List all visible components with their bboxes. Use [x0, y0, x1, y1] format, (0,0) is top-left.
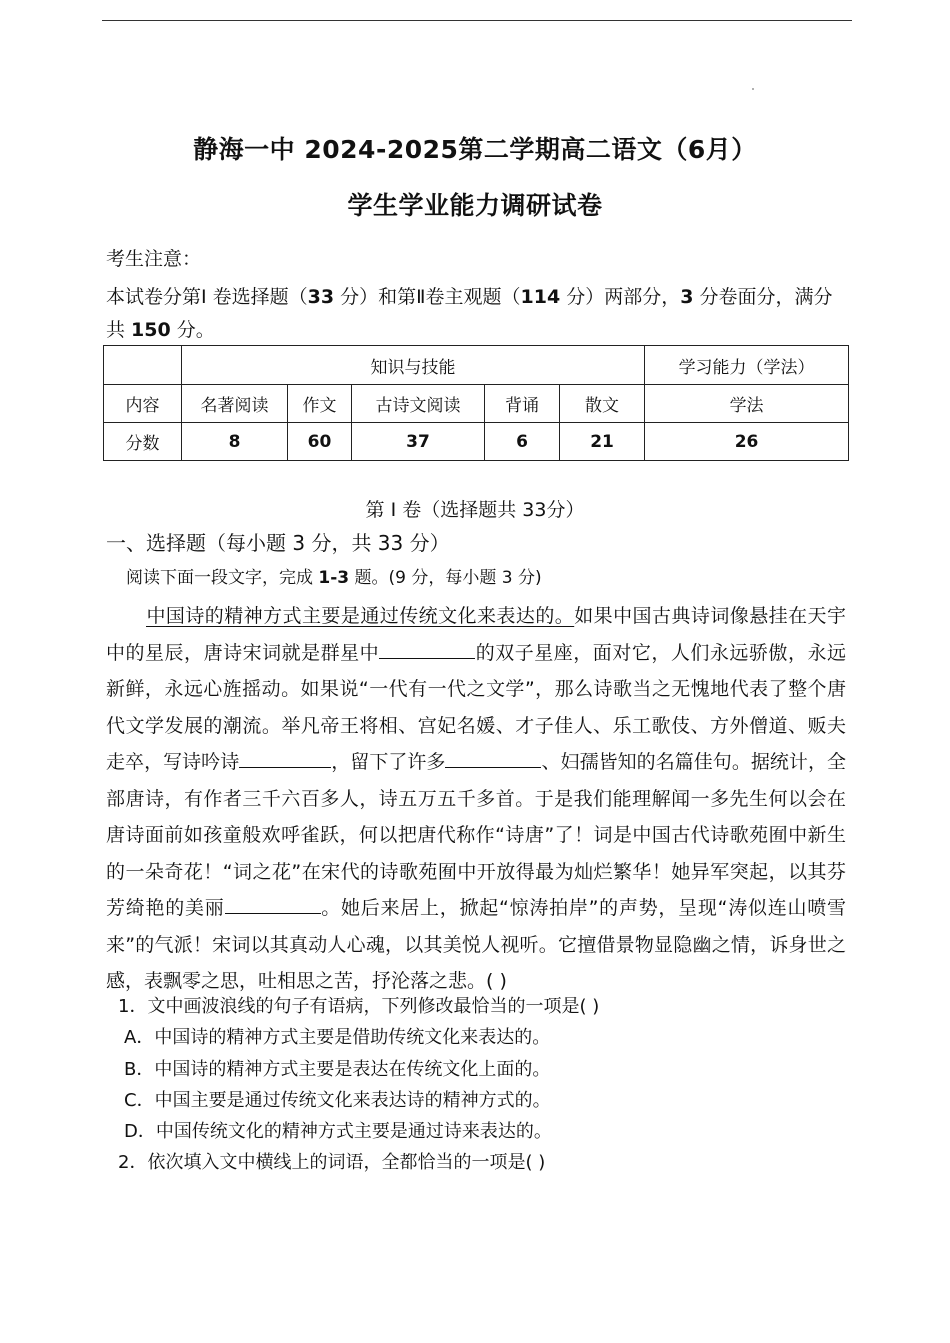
column-header: 学法: [645, 385, 849, 423]
fill-blank: [445, 749, 541, 768]
option-b: B．中国诗的精神方式主要是表达在传统文化上面的。: [124, 1059, 551, 1080]
column-header: 背诵: [485, 385, 560, 423]
fill-blank: [225, 895, 321, 914]
score-cell: 8: [182, 423, 288, 461]
score-cell: 60: [288, 423, 352, 461]
table-row: [104, 423, 849, 461]
question-2: 2．依次填入文中横线上的词语，全都恰当的一项是( ): [118, 1152, 546, 1173]
notice-text: 本试卷分第Ⅰ 卷选择题（33 分）和第Ⅱ卷主观题（114 分）两部分，3 分卷面分，满分共 150 分。: [106, 286, 833, 341]
table-row: [104, 346, 849, 385]
column-header: 作文: [288, 385, 352, 423]
table-cell-empty: [104, 346, 182, 385]
header-rule: [102, 20, 852, 21]
scan-speck: [752, 88, 754, 90]
fill-blank: [239, 749, 331, 768]
exam-subtitle: 学生学业能力调研试卷: [347, 191, 603, 220]
score-table: [103, 345, 849, 461]
reading-passage: 中国诗的精神方式主要是通过传统文化来表达的。如果中国古典诗词像悬挂在天宇中的星辰，唐诗宋词就是群星中 的双子星座，面对它，人们永远骄傲，永远新鲜，永远心旌摇动。如果说“一代有一代之文学”，那么诗歌当之无愧地代表了整个唐代文学发展的潮流。举凡帝王将相、宫妃名媛、才子佳人、乐工歌伎、方外僧道、贩夫走卒，写诗吟诗 ，留下了许多 、妇孺皆知的名篇佳句。据统计，全部唐诗，有作者三千六百多人，诗五万五千多首。于是我们能理解闻一多先生何以会在唐诗面前如孩童般欢呼雀跃，何以把唐代称作“诗唐”了！词是中国古代诗歌苑囿中新生的一朵奇花！“词之花”在宋代的诗歌苑囿中开放得最为灿烂繁华！她异军突起，以其芬芳绮艳的美丽 。她后来居上，掀起“惊涛拍岸”的声势，呈现“涛似连山喷雪来”的气派！宋词以其真动人心魂，以其美悦人视听。它擅借景物显隐幽之情，诉身世之感，表飘零之思，吐相思之苦，抒沦落之悲。( ): [106, 605, 846, 992]
exam-title: 静海一中 2024-2025第二学期高二语文（6月）: [193, 135, 757, 164]
reading-instruction: 阅读下面一段文字，完成 1-3 题。(9 分，每小题 3 分): [126, 568, 542, 588]
group-ability: 学习能力（学法）: [645, 346, 849, 385]
row-label-content: 内容: [104, 385, 182, 423]
section-title: 第 Ⅰ 卷（选择题共 33分）: [365, 499, 585, 521]
column-header: 名著阅读: [182, 385, 288, 423]
option-d: D．中国传统文化的精神方式主要是通过诗来表达的。: [124, 1121, 552, 1142]
notice-heading: 考生注意：: [106, 248, 202, 270]
wavy-underlined-sentence: 中国诗的精神方式主要是通过传统文化来表达的。: [146, 605, 575, 627]
fill-blank: [379, 640, 475, 659]
row-label-score: 分数: [104, 423, 182, 461]
group-knowledge: 知识与技能: [182, 346, 645, 385]
table-row: [104, 385, 849, 423]
score-cell: 26: [645, 423, 849, 461]
question-1: 1．文中画波浪线的句子有语病，下列修改最恰当的一项是( ): [118, 996, 600, 1017]
option-c: C．中国主要是通过传统文化来表达诗的精神方式的。: [124, 1090, 551, 1111]
column-header: 古诗文阅读: [352, 385, 485, 423]
question-group-heading: 一、选择题（每小题 3 分，共 33 分）: [106, 531, 450, 555]
column-header: 散文: [560, 385, 645, 423]
score-cell: 6: [485, 423, 560, 461]
score-cell: 37: [352, 423, 485, 461]
option-a: A．中国诗的精神方式主要是借助传统文化来表达的。: [124, 1027, 551, 1048]
score-cell: 21: [560, 423, 645, 461]
